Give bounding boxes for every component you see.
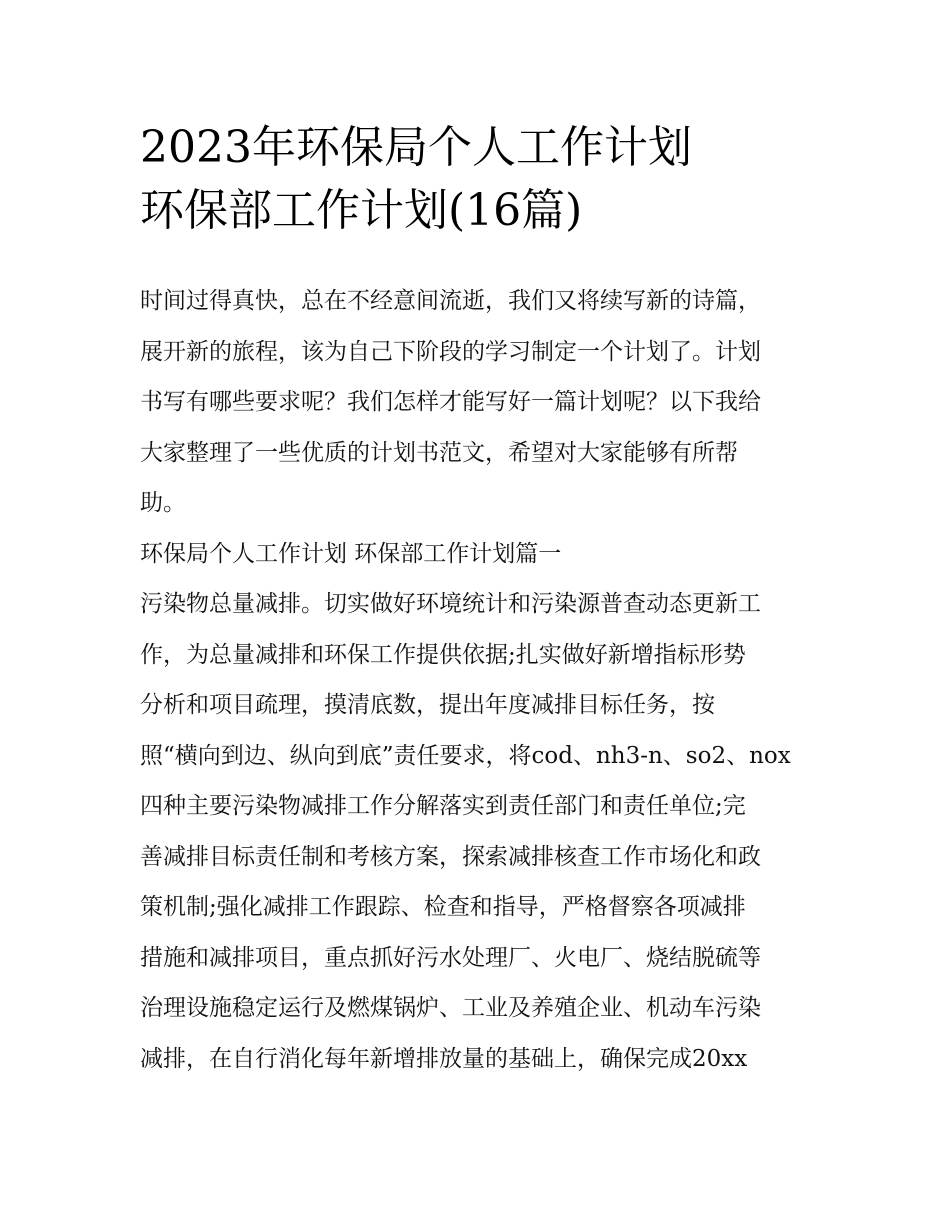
title-line-2: 环保部工作计划(16篇) xyxy=(140,185,583,236)
document-title xyxy=(140,116,820,242)
document-body xyxy=(140,276,830,1084)
section-line: 作，为总量减排和环保工作提供依据;扎实做好新增指标形势 xyxy=(140,641,746,668)
section-line: 分析和项目疏理，摸清底数，提出年度减排目标任务，按 xyxy=(140,692,715,718)
intro-line: 时间过得真快，总在不经意间流逝，我们又将续写新的诗篇， xyxy=(140,288,761,314)
intro-line: 展开新的旅程，该为自己下阶段的学习制定一个计划了。计划 xyxy=(140,338,761,365)
section-heading: 环保局个人工作计划 环保部工作计划篇一 xyxy=(140,540,562,567)
section-line: 善减排目标责任制和考核方案，探索减排核查工作市场化和政 xyxy=(140,843,761,870)
section-line: 减排，在自行消化每年新增排放量的基础上，确保完成20xx xyxy=(140,1045,748,1072)
section-line: 策机制;强化减排工作跟踪、检查和指导，严格督察各项减排 xyxy=(140,894,746,920)
section-line: 措施和减排项目，重点抓好污水处理厂、火电厂、烧结脱硫等 xyxy=(140,944,761,971)
section-line: 四种主要污染物减排工作分解落实到责任部门和责任单位;完 xyxy=(140,793,746,819)
intro-line: 书写有哪些要求呢？我们怎样才能写好一篇计划呢？以下我给 xyxy=(140,389,761,415)
intro-line: 大家整理了一些优质的计划书范文，希望对大家能够有所帮 xyxy=(140,439,738,466)
section-line: 照“横向到边、纵向到底”责任要求，将cod、nh3-n、so2、nox xyxy=(140,742,791,769)
section-line: 污染物总量减排。切实做好环境统计和污染源普查动态更新工 xyxy=(140,591,761,617)
intro-line: 助。 xyxy=(140,490,186,516)
title-line-1: 2023年环保局个人工作计划 xyxy=(140,122,692,173)
section-line: 治理设施稳定运行及燃煤锅炉、工业及养殖企业、机动车污染 xyxy=(140,995,761,1021)
